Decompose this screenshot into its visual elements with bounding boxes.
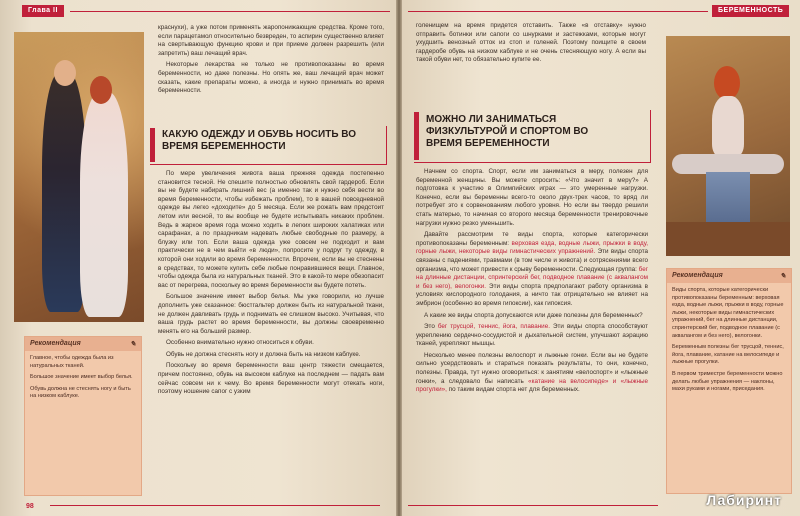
pen-icon: ✎ <box>780 273 786 280</box>
right-page <box>402 0 800 516</box>
couple-photo <box>14 32 144 322</box>
woman-figure <box>80 92 128 317</box>
paragraph: Это бег трусцой, теннис, йога, плавание. Эти виды спорта способствуют укреплению сердечно-сосудистой и дыхательной систем, улучшают аэрацию тканей, укрепляют мышцы. <box>416 323 649 348</box>
woman-head <box>90 76 112 104</box>
highlight-contraindicated: верховая езда, водные лыжи, прыжки в воду, горные лыжи, некоторые виды гимнастических упражнений. <box>416 239 648 256</box>
paragraph: Начнем со спорта. Спорт, если им заниматься в меру, полезен для беременной женщины. Вы можете спросить: «Что значит в меру?» А подготовка к участию в Олимпийских играх — это умеренные нагрузки. Конечно, если вы беременны всего-то около двух-трех часов, то вряд ли потребует это к сорвенованиям любого уровня. Но если вы твердо решили стать матерью, то начиная со второго месяца беременности тренировочные нагрузки нужно резко уменьшить. <box>416 168 648 227</box>
left-top-text <box>158 24 384 99</box>
header-rule <box>70 11 390 12</box>
paragraph: Несколько менее полезны велоспорт и лыжные гонки. Если вы не будете сильно усердствовать и стараться показать результаты, то они, конечно, полезны. Правда, тут нужно оговориться: к занятиям «велоспорт» и «лыжные гонки», а следовало бы написать «катание на велосипеде» и «лыжные прогулки», по таким видам спорта нет для беременных. <box>416 351 649 394</box>
highlight-contraindicated-2: бег на длинные дистанции, спринтерский бег, подводное плавание (с аквалангом и без него), велогонки. <box>416 265 649 290</box>
header-rule <box>408 11 708 12</box>
woman-legs <box>672 154 784 174</box>
section-heading-clothing: КАКУЮ ОДЕЖДУ И ОБУВЬ НОСИТЬ ВО ВРЕМЯ БЕРЕМЕННОСТИ <box>162 129 357 152</box>
paragraph: Поскольку во время беременности ваш центр тяжести смещается, причем постоянно, обувь на высоком каблуке на последнем — падать вам сейчас совсем ни к чему. Во время беременности могут отекать ноги, поэтому ношение сапог с узким <box>158 362 384 396</box>
paragraph: А какие же виды спорта допускаются или даже полезны для беременных? <box>424 311 643 319</box>
footer-rule <box>408 505 658 506</box>
paragraph: голенищем на время придется отставить. Также «в отставку» нужно отправить ботинки или сапоги со шнурками и застежками, которые могут ухудшить венозный отток из стоп и голеней. Поэтому поищите в своем гардеробе обувь на низком каблуке и не очень стесняющую ногу. А если вы такой обуви нет, то обязательно купите ее. <box>416 22 646 64</box>
section-heading-sport: МОЖНО ЛИ ЗАНИМАТЬСЯ ФИЗКУЛЬТУРОЙ И СПОРТОМ ВО ВРЕМЯ БЕРЕМЕННОСТИ <box>426 114 589 149</box>
exercise-photo <box>666 36 790 256</box>
section-running-head: БЕРЕМЕННОСТЬ <box>712 5 789 17</box>
footer-rule <box>50 505 380 506</box>
paragraph: Большое значение имеет выбор белья. Мы уже говорили, но лучше дополнить уже сказанное: бюстгальтер должен быть из натуральной ткани, не должен давливать грудь и поднимать ее слишком высоко. Учитывая, что ваша грудь растет во время беременности, вы должны своевременно менять его на больший размер. <box>158 293 384 335</box>
right-body-text <box>416 168 648 398</box>
highlight-walks: «катание на велосипеде» и «лыжные прогулки», <box>416 377 649 394</box>
right-top-text <box>416 22 646 68</box>
paragraph: краснухи), а уже потом применять жаропонижающие средства. Кроме того, если парацетамол относительно безвреден, то аспирин существенно влияет на свертывающую функцию крови и при приеме должен разрешить (или запретить) ваш лечащий врач. <box>158 24 384 57</box>
woman-hair <box>714 66 740 100</box>
recommendation-item: Виды спорта, которые категорически противопоказаны беременным: верховая езда, водные лыжи, прыжки в воду, горные лыжи, некоторые виды гимнастических упражнений, бег на длинные дистанции, спринтерский бег, подводное плавание (с аквалангом и без него), велогонки. <box>672 287 784 339</box>
recommendation-box-left <box>24 336 142 496</box>
recommendation-item: Главное, чтобы одежда была из натуральных тканей. <box>30 355 114 369</box>
pen-icon: ✎ <box>130 341 136 348</box>
recommendation-title <box>667 269 791 283</box>
paragraph: Особенно внимательно нужно относиться к обуви. <box>166 339 314 347</box>
left-page <box>0 0 396 516</box>
recommendation-item: Беременным полезны бег трусцой, теннис, йога, плавание, катание на велосипеде и лыжные прогулки. <box>672 344 784 366</box>
stool <box>706 172 750 222</box>
man-head <box>54 60 76 86</box>
left-body-text <box>158 170 384 400</box>
paragraph: Обувь не должна стеснять ногу и должна быть на низком каблуке. <box>166 350 361 358</box>
paragraph: Давайте рассмотрим те виды спорта, которые категорически противопоказаны беременным: верховая езда, водные лыжи, прыжки в воду, горные лыжи, некоторые виды гимнастических упражнений. Эти виды спорта связаны с падениями, травмами (в том числе и живота) и сотрясениями всего организма, что может привести к срыву беременности. Следующая группа: бег на длинные дистанции, спринтерский бег, подводное плавание (с аквалангом и без него), велогонки. Эти виды спорта предполагают работу организма в условиях кислородного голодания, а ничто так отрицательно не влияет на эмбрион (особенно во время гипоксии), как гипоксия. <box>416 231 649 307</box>
floor <box>666 222 790 256</box>
recommendation-box-right <box>666 268 792 494</box>
paragraph: По мере увеличения живота ваша прежняя одежда постепенно становится тесной. Не спешите полностью обновлять свой гардероб. Если вы не будете набирать лишний вес (а именно так и нужно себя вести во время беременности, чтобы избежать проблем), то в вашей повседневной одежде вы легко «доходите» до 5 месяца. Если же рожать вам предстоит летом или весной, то вы вообще не будете испытывать никаких проблем. Ведь в жаркое время года можно ходить в легких широких халатиках или сарафанах, а по праздникам надевать любые свободные по размеру, а блузку или топ. Если ваша одежда уже совсем не подходит и вам практически не в чем выйти «в люди», попросите у подруг ту одежду, в которой они ходили во время беременности. Впрочем, если вы не стеснены в средствах, то можете купить себе любые понравившиеся вещи. Главное, чтобы одежда была из натуральных тканей. Это в какой-то мере обезопасит вас от перегрева, поскольку во время беременности вы будете потеть. <box>158 170 384 289</box>
recommendation-label: Рекомендация <box>672 272 723 279</box>
woman-torso <box>712 96 744 156</box>
recommendation-item: Большое значение имеет выбор белья. <box>30 374 133 381</box>
recommendation-item: В первом триместре беременности можно делать любые упражнения — наклоны, махи руками и ногами, приседания. <box>672 370 783 393</box>
recommendation-item: Обувь должна не стеснять ногу и быть на низком каблуке. <box>30 385 131 400</box>
highlight-allowed: бег трусцой, теннис, йога, плавание. <box>437 323 550 331</box>
recommendation-title <box>25 337 141 351</box>
chapter-running-head: Глава II <box>22 5 64 17</box>
paragraph: Некоторые лекарства не только не противопоказаны во время беременности, но даже полезны. Но опять же, ваш лечащий врач может сказать, какие препараты можно, а иногда и нужно принимать во время беременности. <box>158 61 384 95</box>
watermark-logo: Лабиринт <box>706 492 782 508</box>
page-number: 98 <box>26 503 34 510</box>
recommendation-label: Рекомендация <box>30 340 81 347</box>
